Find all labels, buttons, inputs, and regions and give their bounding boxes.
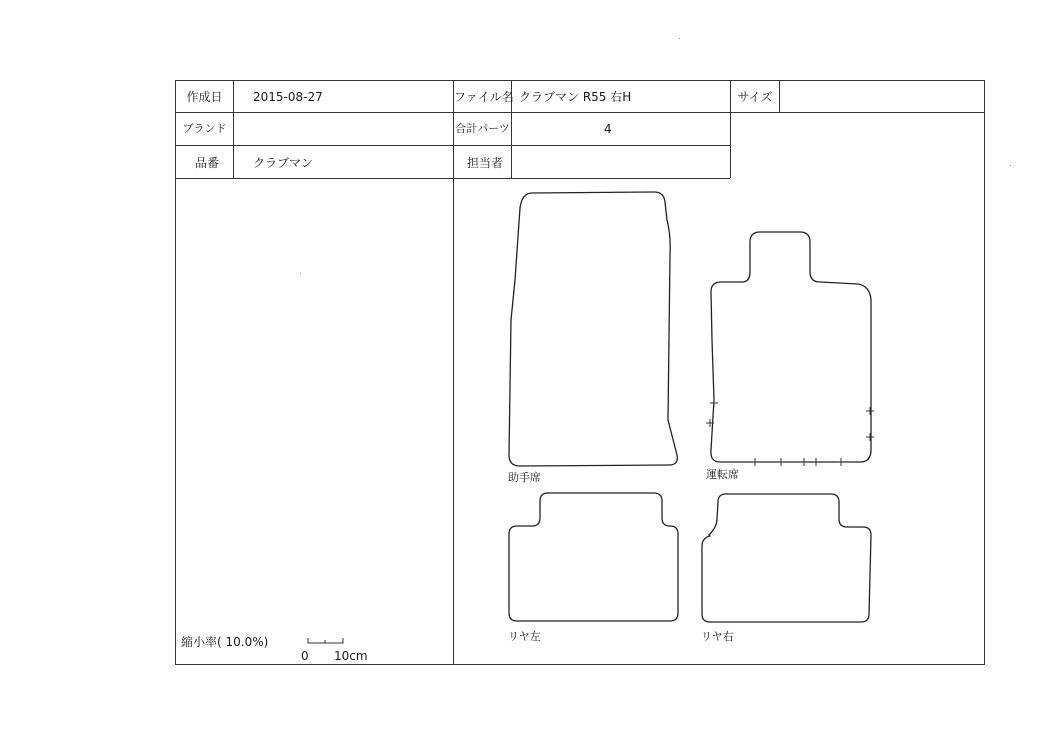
date-label: 作成日 bbox=[186, 90, 223, 104]
file-name-value: クラブマン R55 右H bbox=[519, 90, 632, 104]
driver-mat-label: 運転席 bbox=[706, 468, 739, 481]
scale-bar-icon bbox=[308, 638, 343, 643]
reduction-ratio: 縮小率( 10.0%) bbox=[181, 635, 269, 649]
scan-speck bbox=[300, 273, 301, 274]
scan-speck bbox=[679, 38, 680, 39]
passenger-mat-label: 助手席 bbox=[508, 471, 541, 484]
date-value: 2015-08-27 bbox=[253, 90, 323, 104]
rear-right-mat-outline bbox=[702, 494, 871, 622]
parts-total-value: 4 bbox=[604, 122, 612, 136]
rear-right-mat-label: リヤ右 bbox=[701, 630, 734, 643]
scale-ten-label: 10cm bbox=[334, 649, 368, 663]
passenger-mat-outline bbox=[509, 192, 677, 466]
item-number-value: クラブマン bbox=[253, 156, 314, 170]
item-number-label: 品番 bbox=[194, 156, 219, 170]
file-name-label: ファイル名 bbox=[454, 90, 514, 104]
size-label: サイズ bbox=[737, 90, 773, 104]
brand-label: ブランド bbox=[182, 122, 227, 135]
alignment-marks bbox=[706, 399, 874, 466]
scale-zero-label: 0 bbox=[301, 649, 309, 663]
scan-speck bbox=[1010, 165, 1011, 166]
rear-left-mat-label: リヤ左 bbox=[508, 630, 541, 643]
driver-mat-outline bbox=[711, 232, 871, 462]
rear-left-mat-outline bbox=[509, 493, 678, 621]
person-in-charge-label: 担当者 bbox=[466, 156, 503, 170]
parts-total-label: 合計パーツ bbox=[455, 122, 510, 135]
